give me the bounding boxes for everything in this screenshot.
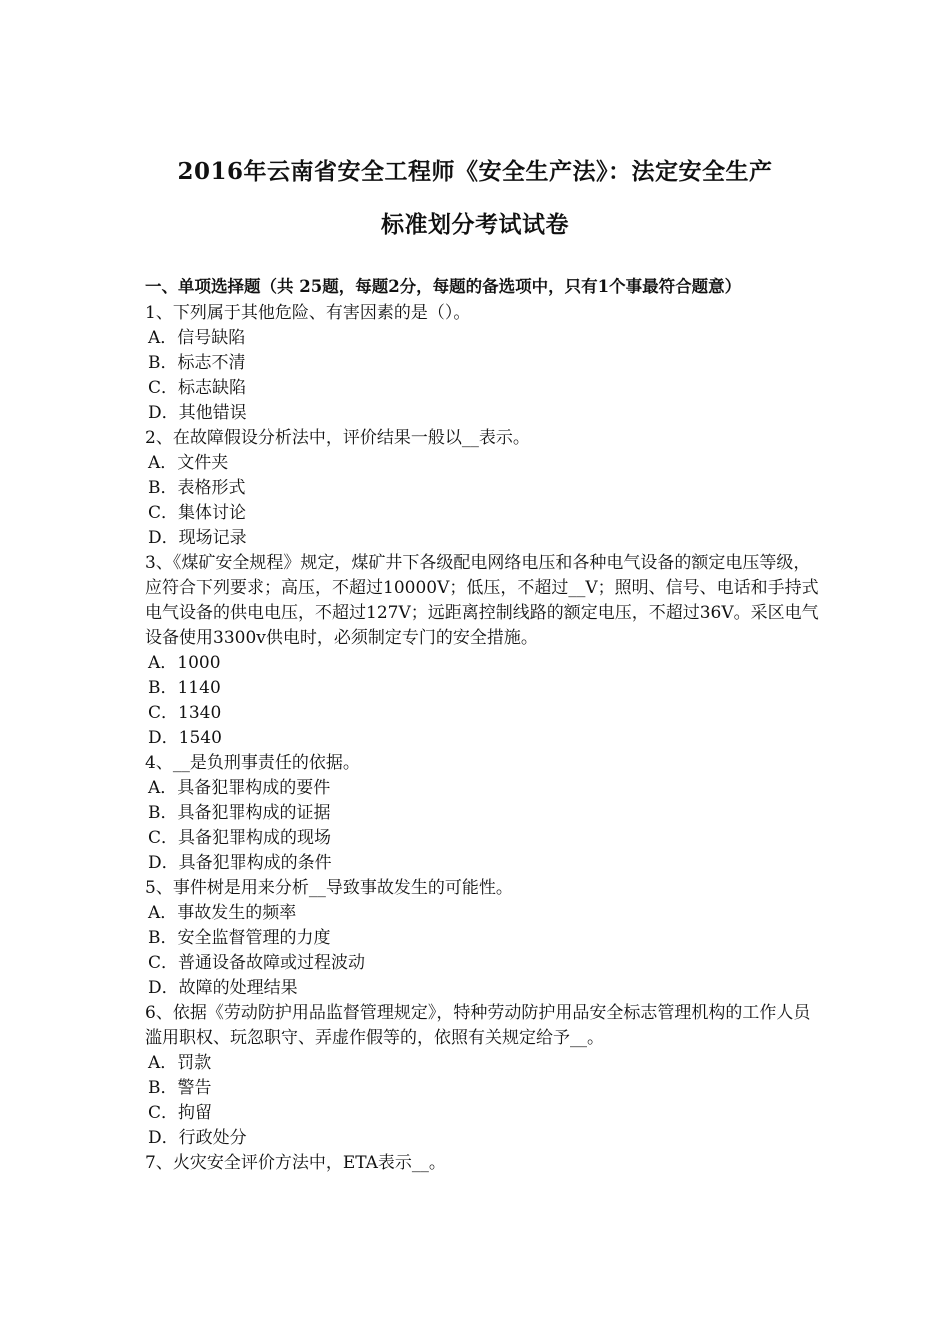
answer-option: C．1340 <box>148 703 222 723</box>
question-stem: 6、依据《劳动防护用品监督管理规定》，特种劳动防护用品安全标志管理机构的工作人员滥用职权、玩忽职守、弄虚作假等的，依照有关规定给予__。 <box>145 1003 811 1048</box>
answer-option: C．拘留 <box>148 1103 213 1123</box>
answer-option: B．具备犯罪构成的证据 <box>148 803 331 823</box>
answer-option: D．1540 <box>148 728 222 748</box>
answer-option: A．文件夹 <box>148 453 229 473</box>
question-block <box>145 551 825 751</box>
question-stem: 7、火灾安全评价方法中，ETA表示__。 <box>145 1153 446 1173</box>
section-heading: 一、单项选择题（共 25题，每题2分，每题的备选项中，只有1个事最符合题意） <box>145 277 742 296</box>
answer-option: D．故障的处理结果 <box>148 978 298 998</box>
answer-option: C．具备犯罪构成的现场 <box>148 828 332 848</box>
answer-option: B．表格形式 <box>148 478 246 498</box>
question-stem: 2、在故障假设分析法中，评价结果一般以__表示。 <box>145 428 530 448</box>
answer-option: B．标志不清 <box>148 353 246 373</box>
answer-option: B．警告 <box>148 1078 212 1098</box>
question-block <box>145 301 825 426</box>
answer-option: A．事故发生的频率 <box>148 903 297 923</box>
exam-content <box>145 276 825 1176</box>
answer-option: A．1000 <box>148 653 221 673</box>
answer-option: D．具备犯罪构成的条件 <box>148 853 332 873</box>
answer-option: A．具备犯罪构成的要件 <box>148 778 331 798</box>
question-stem: 5、事件树是用来分析__导致事故发生的可能性。 <box>145 878 513 898</box>
document-title-line-1: 2016年云南省安全工程师《安全生产法》：法定安全生产 <box>177 158 773 185</box>
answer-option: A．信号缺陷 <box>148 328 246 348</box>
question-list <box>145 301 825 1176</box>
answer-option: D．行政处分 <box>148 1128 247 1148</box>
answer-option: D．现场记录 <box>148 528 247 548</box>
answer-option: C．标志缺陷 <box>148 378 247 398</box>
question-stem: 1、下列属于其他危险、有害因素的是（）。 <box>145 303 471 323</box>
answer-option: C．集体讨论 <box>148 503 247 523</box>
question-block <box>145 876 825 1001</box>
question-block <box>145 1151 825 1176</box>
answer-option: A．罚款 <box>148 1053 212 1073</box>
question-stem: 3、《煤矿安全规程》规定，煤矿井下各级配电网络电压和各种电气设备的额定电压等级，应符合下列要求；高压，不超过10000V；低压，不超过__V；照明、信号、电话和手持式电气设备的供电电压，不超过127V；远距离控制线路的额定电压，不超过36V。采区电气设备使用3300v供电时，必须制定专门的安全措施。 <box>145 553 819 648</box>
answer-option: B．1140 <box>148 678 221 698</box>
question-block <box>145 751 825 876</box>
answer-option: C．普通设备故障或过程波动 <box>148 953 366 973</box>
question-stem: 4、__是负刑事责任的依据。 <box>145 753 360 773</box>
answer-option: B．安全监督管理的力度 <box>148 928 331 948</box>
question-block <box>145 1001 825 1151</box>
question-block <box>145 426 825 551</box>
document-title-line-2: 标准划分考试试卷 <box>381 211 569 238</box>
answer-option: D．其他错误 <box>148 403 247 423</box>
